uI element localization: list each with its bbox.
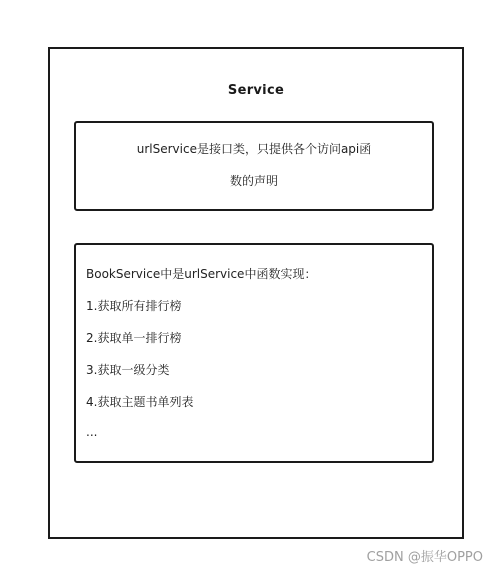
service-title: Service <box>227 83 285 98</box>
list-item: 2.获取单一排行榜 <box>86 331 182 345</box>
list-item: 1.获取所有排行榜 <box>86 299 182 313</box>
book-service-box <box>74 243 434 463</box>
url-service-text-line-2: 数的声明 <box>229 174 278 188</box>
list-item: 3.获取一级分类 <box>86 363 170 377</box>
book-service-heading: BookService中是urlService中函数实现： <box>86 267 317 281</box>
list-item: 4.获取主题书单列表 <box>86 395 194 409</box>
service-container <box>48 47 464 539</box>
url-service-text-line-1: urlService是接口类，只提供各个访问api函 <box>136 142 372 156</box>
list-item-ellipsis: ... <box>86 425 98 439</box>
url-service-box <box>74 121 434 211</box>
watermark: CSDN @振华OPPO <box>366 550 483 565</box>
